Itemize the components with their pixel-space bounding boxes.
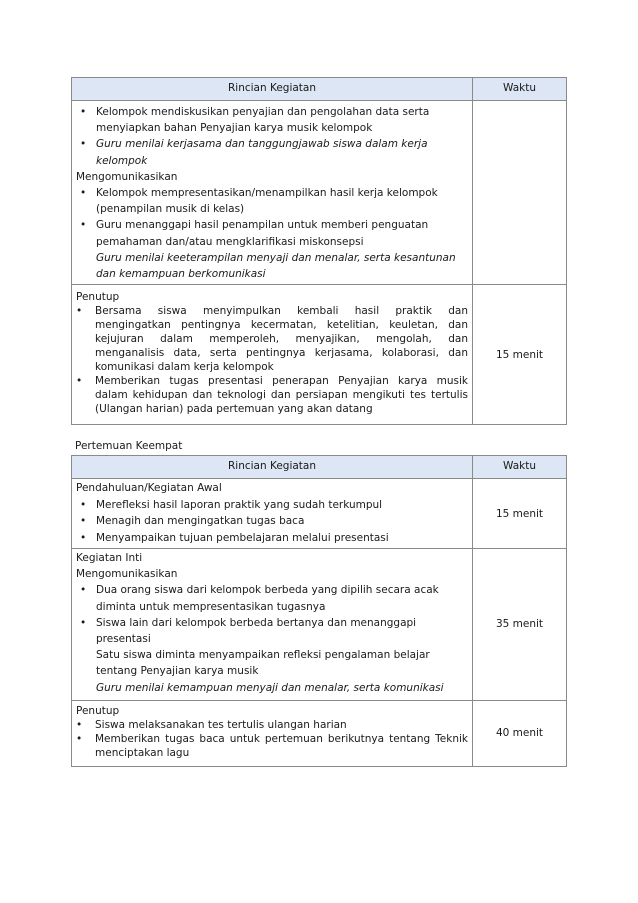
row-title: Pendahuluan/Kegiatan Awal	[76, 482, 222, 494]
table-row	[72, 101, 567, 285]
table-row	[72, 700, 567, 766]
time-cell: 40 menit	[473, 700, 567, 766]
assessment-note: Guru menilai kemampuan menyaji dan menalar, serta komunikasi	[96, 681, 444, 694]
time-cell	[473, 101, 567, 285]
activity-cell	[72, 479, 473, 549]
list-item: • Guru menilai kerjasama dan tanggungjawab siswa dalam kerja kelompok	[76, 136, 468, 168]
row-title: Penutup	[76, 704, 120, 717]
time-cell: 35 menit	[473, 549, 567, 701]
list-item: • Kelompok mendiskusikan penyajian dan pengolahan data serta menyiapkan bahan Penyajian karya musik kelompok	[76, 104, 468, 136]
list-item: • Bersama siswa menyimpulkan kembali hasil praktik dan mengingatkan pentingnya kecermatan, ketelitian, keuletan, dan kejujuran dalam memperoleh, menyajikan, mengolah, dan menganalisis data, serta pentingnya kerjasama, kolaborasi, dan komunikasi dalam kerja kelompok	[76, 304, 468, 374]
activity-cell	[72, 101, 473, 285]
activity-cell	[72, 700, 473, 766]
activity-table-meeting-four	[71, 455, 567, 767]
activity-cell	[72, 549, 473, 701]
list-item: • Memberikan tugas presentasi penerapan Penyajian karya musik dalam kehidupan dan teknologi dan persiapan mengikuti tes tertulis (Ulangan harian) pada pertemuan yang akan datang	[76, 374, 468, 416]
table-row	[72, 285, 567, 425]
list-item: • Merefleksi hasil laporan praktik yang sudah terkumpul	[76, 497, 468, 514]
list-item: • Memberikan tugas baca untuk pertemuan berikutnya tentang Teknik menciptakan lagu	[76, 732, 468, 760]
section-label: Mengomunikasikan	[76, 170, 178, 183]
activity-cell	[72, 285, 473, 425]
table-row	[72, 479, 567, 549]
header-activity: Rincian Kegiatan	[72, 78, 473, 101]
table-header-row	[72, 456, 567, 479]
time-cell: 15 menit	[473, 479, 567, 549]
list-item: • Siswa melaksanakan tes tertulis ulangan harian	[76, 718, 468, 732]
time-cell: 15 menit	[473, 285, 567, 425]
assessment-note: Guru menilai keeterampilan menyaji dan menalar, serta kesantunan dan kemampuan berkomunikasi	[96, 251, 456, 281]
header-time: Waktu	[473, 456, 567, 479]
list-item: • Menyampaikan tujuan pembelajaran melalui presentasi	[76, 530, 468, 547]
header-activity: Rincian Kegiatan	[72, 456, 473, 479]
header-time: Waktu	[473, 78, 567, 101]
list-item: • Siswa lain dari kelompok berbeda bertanya dan menanggapi presentasi	[76, 615, 468, 647]
list-item: • Guru menanggapi hasil penampilan untuk memberi penguatan pemahaman dan/atau mengklarifikasi miskonsepsi	[76, 217, 468, 249]
list-item: • Dua orang siswa dari kelompok berbeda yang dipilih secara acak diminta untuk mempresentasikan tugasnya	[76, 582, 468, 614]
row-title: Kegiatan Inti	[76, 552, 143, 564]
list-item: • Menagih dan mengingatkan tugas baca	[76, 513, 468, 530]
table-header-row	[72, 78, 567, 101]
table-row	[72, 549, 567, 701]
row-title: Penutup	[76, 291, 120, 304]
sub-activity: Satu siswa diminta menyampaikan refleksi pengalaman belajar tentang Penyajian karya musik	[96, 649, 430, 678]
activity-table-continued	[71, 77, 567, 425]
list-item: • Kelompok mempresentasikan/menampilkan hasil kerja kelompok (penampilan musik di kelas)	[76, 185, 468, 217]
section-label: Mengomunikasikan	[76, 568, 178, 581]
meeting-caption: Pertemuan Keempat	[75, 440, 183, 452]
